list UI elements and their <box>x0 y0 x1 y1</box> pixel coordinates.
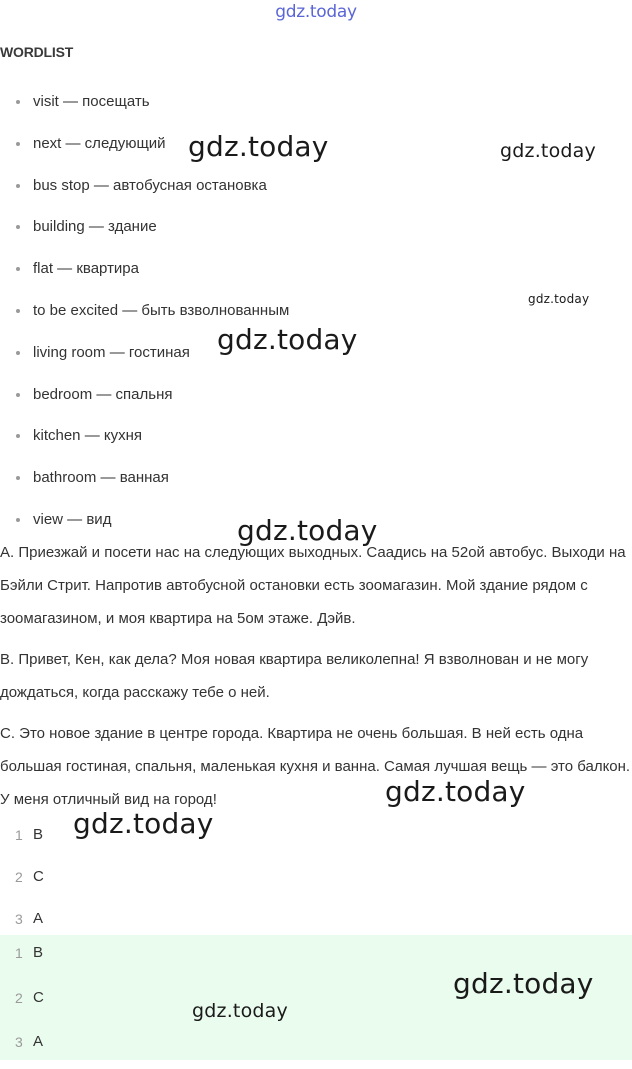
translation-a: A. Приезжай и посети нас на следующих выходных. Саадись на 52ой автобус. Выходи на Бэйли Стрит. Напротив автобусной остановки есть зоомагазин. Мой здание рядом с зоомагазином, и моя квартира на 5ом этаже. Дэйв. <box>0 544 626 627</box>
translation-c: C. Это новое здание в центре города. Квартира не очень большая. В ней есть одна большая гостиная, спальня, маленькая кухня и ванна. Самая лучшая вещь — это балкон. У меня отличный вид на город! <box>0 725 631 808</box>
list-item <box>0 81 289 123</box>
answer-row <box>0 898 632 940</box>
site-logo[interactable]: gdz.today <box>275 2 357 22</box>
answer-number: 2 <box>15 989 23 1006</box>
watermark: gdz.today <box>453 967 594 1000</box>
watermark: gdz.today <box>188 130 329 163</box>
wordlist-entry: bathroom — ванная <box>33 469 169 487</box>
wordlist-entry: flat — квартира <box>33 260 139 278</box>
answer-value: A <box>33 1033 44 1050</box>
answer-number: 3 <box>15 911 23 927</box>
answer-number: 2 <box>15 869 23 885</box>
watermark: gdz.today <box>217 323 358 356</box>
watermark: gdz.today <box>500 140 596 162</box>
answer-number: 1 <box>15 827 23 843</box>
list-item <box>0 457 289 499</box>
bullet-icon <box>16 100 20 104</box>
list-item <box>0 374 289 416</box>
bullet-icon <box>16 225 20 229</box>
list-item <box>0 206 289 248</box>
wordlist-heading: WORDLIST <box>0 44 74 60</box>
answer-value: C <box>33 868 44 885</box>
answer-value: A <box>33 910 44 927</box>
answer-row <box>0 1024 632 1069</box>
bullet-icon <box>16 184 20 188</box>
wordlist-entry: to be excited — быть взволнованным <box>33 301 290 319</box>
bullet-icon <box>16 476 20 480</box>
bullet-icon <box>16 309 20 313</box>
answer-value: B <box>33 826 44 843</box>
list-item <box>0 248 289 290</box>
answer-row <box>0 856 632 898</box>
bullet-icon <box>16 351 20 355</box>
list-item <box>0 165 289 207</box>
bullet-icon <box>16 393 20 397</box>
translations <box>0 536 632 824</box>
bullet-icon <box>16 434 20 438</box>
wordlist-entry: bus stop — автобусная остановка <box>33 176 267 194</box>
wordlist-entry: kitchen — кухня <box>33 427 142 445</box>
watermark: gdz.today <box>192 1000 288 1022</box>
watermark: gdz.today <box>73 807 214 840</box>
watermark: gdz.today <box>237 514 378 547</box>
bullet-icon <box>16 267 20 271</box>
wordlist-entry: visit — посещать <box>33 93 150 110</box>
bullet-icon <box>16 518 20 522</box>
wordlist-entry: living room — гостиная <box>33 343 190 361</box>
bullet-icon <box>16 142 20 146</box>
wordlist-entry: next — следующий <box>33 134 166 152</box>
answer-number: 3 <box>15 1034 23 1050</box>
wordlist-entry: bedroom — спальня <box>33 385 173 403</box>
answer-number: 1 <box>15 945 23 961</box>
translation-b: B. Привет, Кен, как дела? Моя новая квартира великолепна! Я взволнован и не могу дождаться, когда расскажу тебе о ней. <box>0 651 589 701</box>
answer-value: C <box>33 988 44 1006</box>
wordlist-entry: view — вид <box>33 510 112 528</box>
answer-value: B <box>33 944 44 961</box>
wordlist-entry: building — здание <box>33 218 157 236</box>
list-item <box>0 415 289 457</box>
watermark: gdz.today <box>385 775 526 808</box>
watermark: gdz.today <box>528 292 590 306</box>
